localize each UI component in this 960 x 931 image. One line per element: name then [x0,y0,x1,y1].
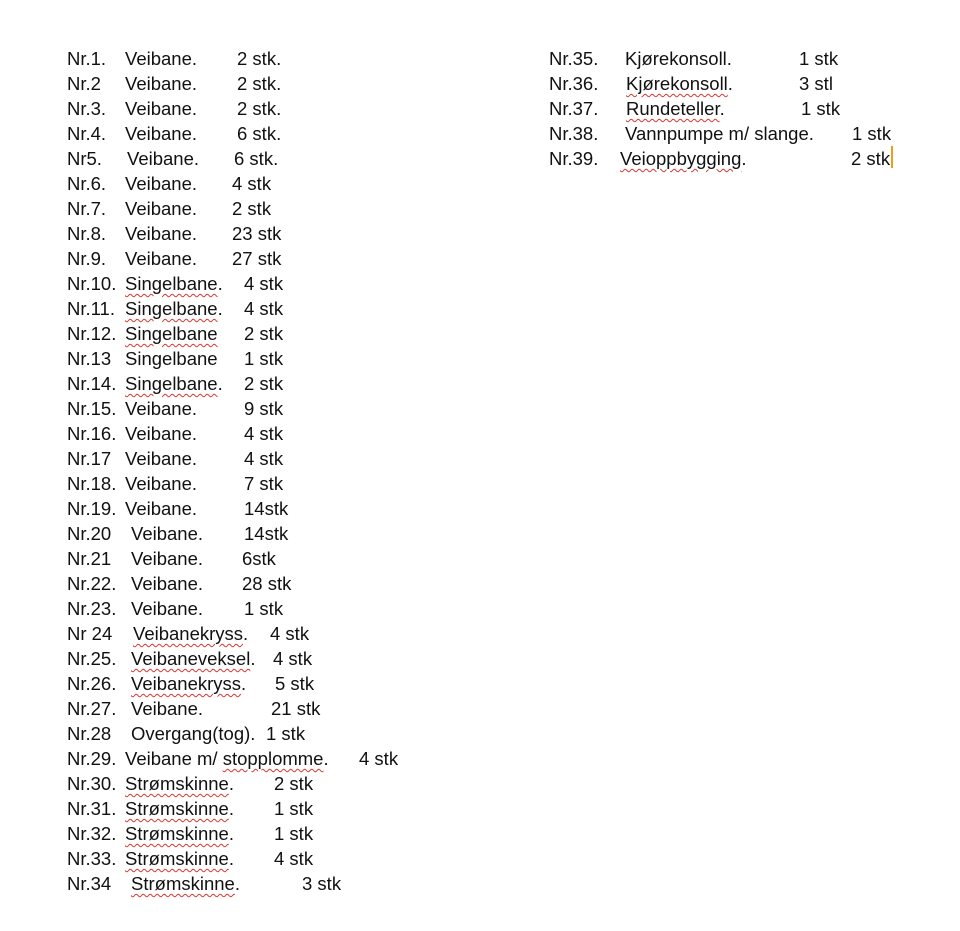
item-number: Nr.17 [67,448,112,469]
item-number: Nr.4. [67,123,107,144]
item-name-text: Overgang(tog). [131,723,256,744]
item-name-text: Veibane. [125,123,198,144]
item-quantity: 4 stk [270,623,310,644]
item-name-prefix: Veibane m/ [125,748,223,769]
item-name-text: Strømskinne [125,848,229,869]
item-name-text: Veibane. [127,148,200,169]
item-name-text: Veioppbygging [620,148,742,169]
text-cursor [891,146,893,168]
item-name [125,371,223,396]
item-number: Nr.36. [549,73,599,94]
item-name-text: stopplomme [222,748,324,769]
item-name [125,246,197,271]
item-name-suffix: . [719,98,725,119]
item-name [127,146,199,171]
item-quantity: 2 stk. [237,48,282,69]
item-quantity: 1 stk [801,98,841,119]
item-name-text: Veibane. [131,698,204,719]
item-quantity: 7 stk [244,473,284,494]
item-name-text: Veibane. [125,423,198,444]
item-name-text: Veibane. [125,98,198,119]
item-name-text: Strømskinne [125,798,229,819]
item-number: Nr.37. [549,98,599,119]
item-quantity: 4 stk [273,648,313,669]
item-number: Nr.31. [67,798,117,819]
item-name [125,421,197,446]
item-name [125,221,197,246]
item-name-text: Veibanekryss [131,673,242,694]
item-name [125,846,234,871]
item-name [131,671,246,696]
item-name-text: Veibane. [125,173,198,194]
item-quantity: 21 stk [271,698,321,719]
item-name-suffix: . [228,773,234,794]
item-number: Nr.28 [67,723,112,744]
item-name [625,46,732,71]
item-quantity: 6stk [242,548,276,569]
item-quantity: 1 stk [274,798,314,819]
item-number: Nr.16. [67,423,117,444]
item-name-text: Veibane. [125,498,198,519]
item-number: Nr.21 [67,548,112,569]
item-quantity: 6 stk. [234,148,279,169]
item-name [125,396,197,421]
item-number: Nr.6. [67,173,107,194]
item-name [125,121,197,146]
item-name [131,871,240,896]
item-name [125,796,234,821]
item-name-text: Strømskinne [131,873,235,894]
item-name-suffix: . [217,298,223,319]
item-number: Nr.18. [67,473,117,494]
item-quantity: 28 stk [242,573,292,594]
item-name-text: Veibanekryss [133,623,244,644]
item-name-text: Singelbane [125,298,218,319]
item-quantity: 4 stk [244,448,284,469]
item-name-suffix: . [228,823,234,844]
item-name-text: Veibane. [125,473,198,494]
item-quantity: 1 stk [244,598,284,619]
item-number: Nr.2 [67,73,101,94]
item-quantity: 4 stk [359,748,399,769]
item-name-text: Veibane. [131,598,204,619]
item-name-suffix: . [727,73,733,94]
item-name-suffix: . [241,673,247,694]
item-quantity: 4 stk [274,848,314,869]
item-number: Nr.14. [67,373,117,394]
item-quantity: 2 stk [274,773,314,794]
item-name-text: Veibane. [125,448,198,469]
item-quantity: 9 stk [244,398,284,419]
item-name-text: Veibane. [131,573,204,594]
item-name [125,46,197,71]
item-number: Nr.30. [67,773,117,794]
item-name [131,596,203,621]
item-name [131,571,203,596]
item-name-text: Singelbane [125,273,218,294]
item-number: Nr.32. [67,823,117,844]
item-name-text: Rundeteller [626,98,720,119]
item-quantity: 1 stk [274,823,314,844]
item-quantity: 23 stk [232,223,282,244]
item-number: Nr.34 [67,873,112,894]
item-name-text: Veibane. [125,223,198,244]
item-number: Nr.20 [67,523,112,544]
item-quantity: 27 stk [232,248,282,269]
item-name-text: Kjørekonsoll. [625,48,732,69]
item-quantity: 4 stk [244,423,284,444]
item-quantity: 4 stk [244,298,284,319]
item-name-suffix: . [250,648,256,669]
item-quantity: 1 stk [799,48,839,69]
item-name [125,446,197,471]
item-quantity: 2 stk. [237,73,282,94]
item-name [125,821,234,846]
item-number: Nr.29. [67,748,117,769]
item-name-suffix: . [217,373,223,394]
item-number: Nr.23. [67,598,117,619]
item-quantity: 3 stk [302,873,342,894]
item-number: Nr.9. [67,248,107,269]
item-name [125,171,197,196]
item-number: Nr.8. [67,223,107,244]
item-name-suffix: . [217,273,223,294]
item-name-text: Vannpumpe m/ slange. [625,123,814,144]
item-name [125,71,197,96]
item-number: Nr.13 [67,348,112,369]
item-name-suffix: . [234,873,240,894]
item-number: Nr.38. [549,123,599,144]
item-quantity: 14stk [244,523,289,544]
item-number: Nr.11. [67,298,115,319]
item-name [626,96,725,121]
item-number: Nr.10. [67,273,117,294]
item-name-suffix: . [228,798,234,819]
item-number: Nr.12. [67,323,117,344]
item-name-text: Veibane. [125,248,198,269]
item-number: Nr.3. [67,98,107,119]
item-quantity: 3 stl [799,73,833,94]
item-number: Nr5. [67,148,102,169]
item-number: Nr.7. [67,198,107,219]
item-name-text: Veibaneveksel [131,648,251,669]
item-quantity: 5 stk [275,673,315,694]
item-quantity: 4 stk [232,173,272,194]
item-number: Nr.33. [67,848,117,869]
item-number: Nr.27. [67,698,117,719]
item-name-text: Veibane. [125,48,198,69]
item-name [125,771,234,796]
item-name [125,346,218,371]
item-quantity: 2 stk [232,198,272,219]
item-name-text: Veibane. [125,198,198,219]
item-name [626,71,733,96]
item-name-text: Strømskinne [125,823,229,844]
item-name [125,746,329,771]
item-name [131,521,203,546]
item-name-text: Strømskinne [125,773,229,794]
item-name-text: Kjørekonsoll [626,73,728,94]
item-number: Nr.35. [549,48,599,69]
item-name [133,621,248,646]
item-name-text: Singelbane [125,373,218,394]
item-name [125,96,197,121]
item-name [131,721,255,746]
item-number: Nr.25. [67,648,117,669]
item-quantity: 2 stk [851,148,891,169]
item-number: Nr.22. [67,573,117,594]
item-quantity: 2 stk [244,373,284,394]
item-number: Nr.1. [67,48,107,69]
item-name-text: Singelbane [125,323,218,344]
item-name [620,146,747,171]
item-name [131,646,255,671]
item-name-text: Singelbane [125,348,218,369]
item-quantity: 1 stk [244,348,284,369]
item-quantity: 1 stk [266,723,306,744]
item-number: Nr.39. [549,148,599,169]
item-name [131,696,203,721]
item-quantity: 14stk [244,498,289,519]
item-quantity: 1 stk [852,123,892,144]
item-name-suffix: . [228,848,234,869]
item-name [125,296,223,321]
item-name [125,321,218,346]
item-name [625,121,814,146]
item-name [125,471,197,496]
item-number: Nr.15. [67,398,117,419]
item-quantity: 2 stk [244,323,284,344]
item-number: Nr.26. [67,673,117,694]
item-name-suffix: . [243,623,249,644]
item-number: Nr.19. [67,498,117,519]
item-name [131,546,203,571]
item-number: Nr 24 [67,623,113,644]
item-name-suffix: . [741,148,747,169]
item-name-suffix: . [323,748,329,769]
item-name-text: Veibane. [125,398,198,419]
item-name-text: Veibane. [131,523,204,544]
item-name [125,196,197,221]
item-quantity: 4 stk [244,273,284,294]
item-name [125,271,223,296]
item-quantity: 2 stk. [237,98,282,119]
item-name-text: Veibane. [125,73,198,94]
item-quantity: 6 stk. [237,123,282,144]
item-name-text: Veibane. [131,548,204,569]
item-name [125,496,197,521]
